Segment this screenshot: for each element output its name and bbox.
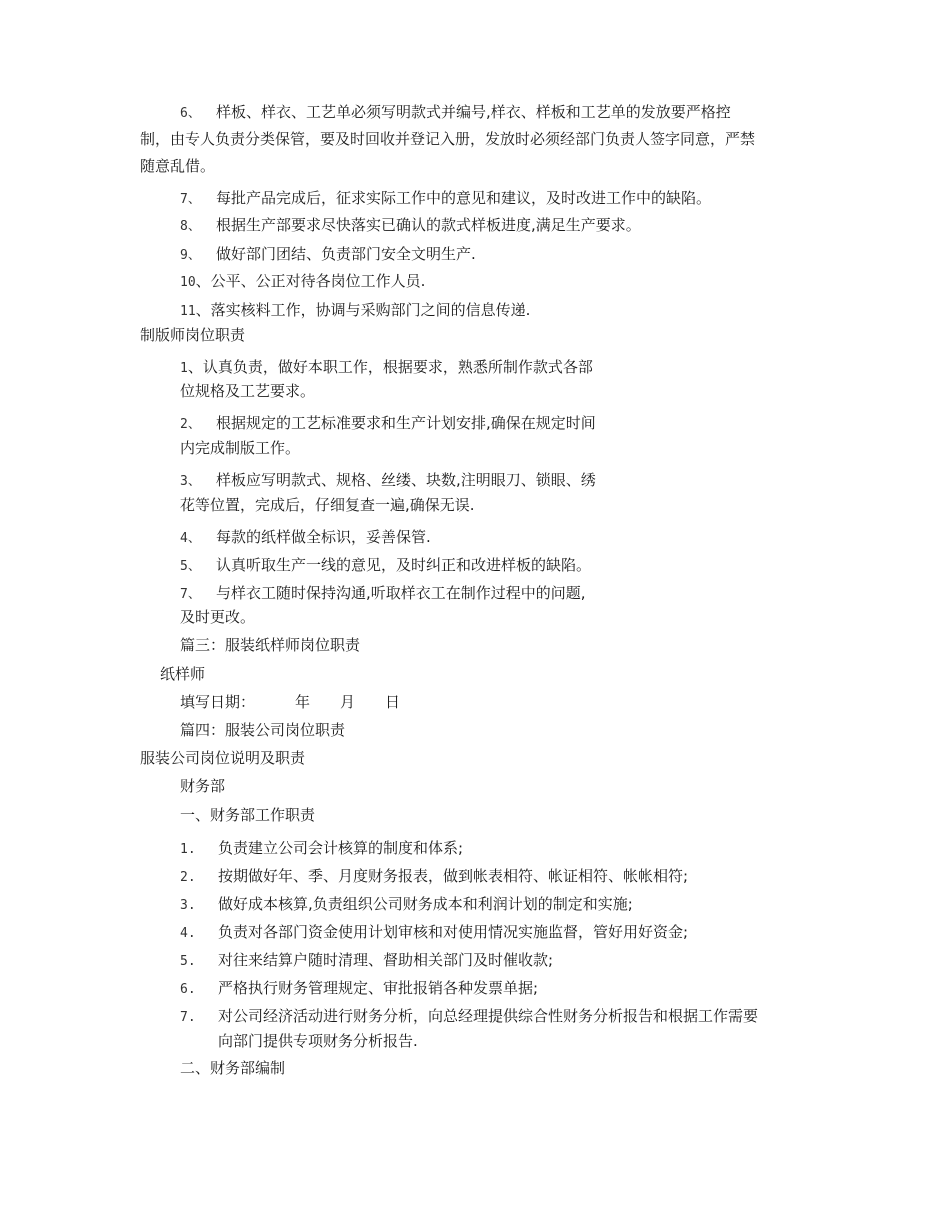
department-name: 财务部 <box>180 777 226 795</box>
day-label: 日 <box>385 693 401 711</box>
finance-item-1 <box>180 838 463 860</box>
item-number: 3. <box>180 898 196 913</box>
part3-role: 纸样师 <box>160 665 206 683</box>
section-heading: 一、财务部工作职责 <box>180 806 316 824</box>
item-number: 7. <box>180 1010 196 1025</box>
item-text: 负责对各部门资金使用计划审核和对使用情况实施监督，管好用好资金; <box>218 923 689 941</box>
item-number: 5. <box>180 954 196 969</box>
item-text: 样板、样衣、工艺单必须写明款式并编号,样衣、样板和工艺单的发放要严格控 <box>216 103 731 121</box>
item-text: 每款的纸样做全标识，妥善保管. <box>216 528 431 546</box>
finance-item-3 <box>180 894 633 916</box>
item-6-line-1 <box>180 102 731 124</box>
item-text: 对往来结算户随时清理、督助相关部门及时催收款; <box>218 951 554 969</box>
pm-item-2-line-2: 内完成制版工作。 <box>180 439 301 457</box>
item-text: 做好部门团结、负责部门安全文明生产. <box>216 245 476 263</box>
item-number: 3、 <box>180 474 201 489</box>
item-number: 7、 <box>180 192 201 207</box>
section2-heading: 二、财务部编制 <box>180 1059 286 1077</box>
part3-title: 篇三：服装纸样师岗位职责 <box>180 636 361 654</box>
pm-item-3-line-1 <box>180 470 596 492</box>
item-text: 负责建立公司会计核算的制度和体系; <box>218 839 464 857</box>
item-number: 6、 <box>180 106 201 121</box>
date-fill-line <box>180 692 400 712</box>
item-7 <box>180 188 711 210</box>
item-number: 2. <box>180 870 196 885</box>
part4-title: 篇四：服装公司岗位职责 <box>180 721 346 739</box>
item-text: 样板应写明款式、规格、丝缕、块数,注明眼刀、锁眼、绣 <box>216 471 596 489</box>
item-text: 严格执行财务管理规定、审批报销各种发票单据; <box>218 979 539 997</box>
pm-item-1-line-2: 位规格及工艺要求。 <box>180 382 316 400</box>
item-number: 2、 <box>180 417 201 432</box>
pm-item-2-line-1 <box>180 413 596 435</box>
pm-item-5 <box>180 555 591 577</box>
item-number: 5、 <box>180 559 201 574</box>
pm-item-4 <box>180 527 431 549</box>
pm-item-7-line-1 <box>180 583 586 605</box>
item-text: 每批产品完成后，征求实际工作中的意见和建议，及时改进工作中的缺陷。 <box>216 189 712 207</box>
item-number: 4、 <box>180 531 201 546</box>
item-number: 1. <box>180 842 196 857</box>
item-number: 6. <box>180 982 196 997</box>
pm-item-7-line-2: 及时更改。 <box>180 608 256 626</box>
finance-item-7-line-2: 向部门提供专项财务分析报告. <box>218 1032 418 1050</box>
finance-item-6 <box>180 978 538 1000</box>
item-number: 11 <box>180 304 196 319</box>
item-text: 按期做好年、季、月度财务报表，做到帐表相符、帐证相符、帐帐相符; <box>218 867 689 885</box>
item-number: 4. <box>180 926 196 941</box>
item-9 <box>180 244 476 266</box>
date-label: 填写日期： <box>180 693 256 711</box>
item-text: 对公司经济活动进行财务分析，向总经理提供综合性财务分析报告和根据工作需要 <box>218 1007 759 1025</box>
part4-subtitle: 服装公司岗位说明及职责 <box>140 749 306 767</box>
finance-item-5 <box>180 950 553 972</box>
year-label: 年 <box>295 693 311 711</box>
item-6-line-3: 随意乱借。 <box>140 157 216 175</box>
item-text: 根据生产部要求尽快落实已确认的款式样板进度,满足生产要求。 <box>216 216 641 234</box>
item-text: 根据规定的工艺标准要求和生产计划安排,确保在规定时间 <box>216 414 596 432</box>
pattern-maker-heading: 制版师岗位职责 <box>140 326 246 344</box>
item-text: 、公平、公正对待各岗位工作人员. <box>195 272 426 290</box>
item-number: 1 <box>180 361 188 376</box>
item-number: 7、 <box>180 587 201 602</box>
item-number: 8、 <box>180 219 201 234</box>
item-text: 、落实核料工作，协调与采购部门之间的信息传递. <box>195 301 531 319</box>
item-text: 、认真负责，做好本职工作，根据要求，熟悉所制作款式各部 <box>187 358 593 376</box>
item-8 <box>180 215 641 237</box>
item-6-line-2: 制，由专人负责分类保管，要及时回收并登记入册，发放时必须经部门负责人签字同意，严禁 <box>140 130 756 148</box>
item-11 <box>180 300 530 322</box>
finance-item-4 <box>180 922 688 944</box>
finance-item-2 <box>180 866 688 888</box>
pm-item-3-line-2: 花等位置，完成后，仔细复查一遍,确保无误. <box>180 496 475 514</box>
item-number: 9、 <box>180 248 201 263</box>
finance-item-7-line-1 <box>180 1006 758 1028</box>
item-text: 与样衣工随时保持沟通,听取样衣工在制作过程中的问题, <box>216 584 586 602</box>
month-label: 月 <box>340 693 356 711</box>
pm-item-1-line-1 <box>180 357 593 379</box>
item-text: 认真听取生产一线的意见，及时纠正和改进样板的缺陷。 <box>216 556 592 574</box>
item-number: 10 <box>180 275 196 290</box>
item-text: 做好成本核算,负责组织公司财务成本和利润计划的制定和实施; <box>218 895 633 913</box>
item-10 <box>180 271 425 293</box>
